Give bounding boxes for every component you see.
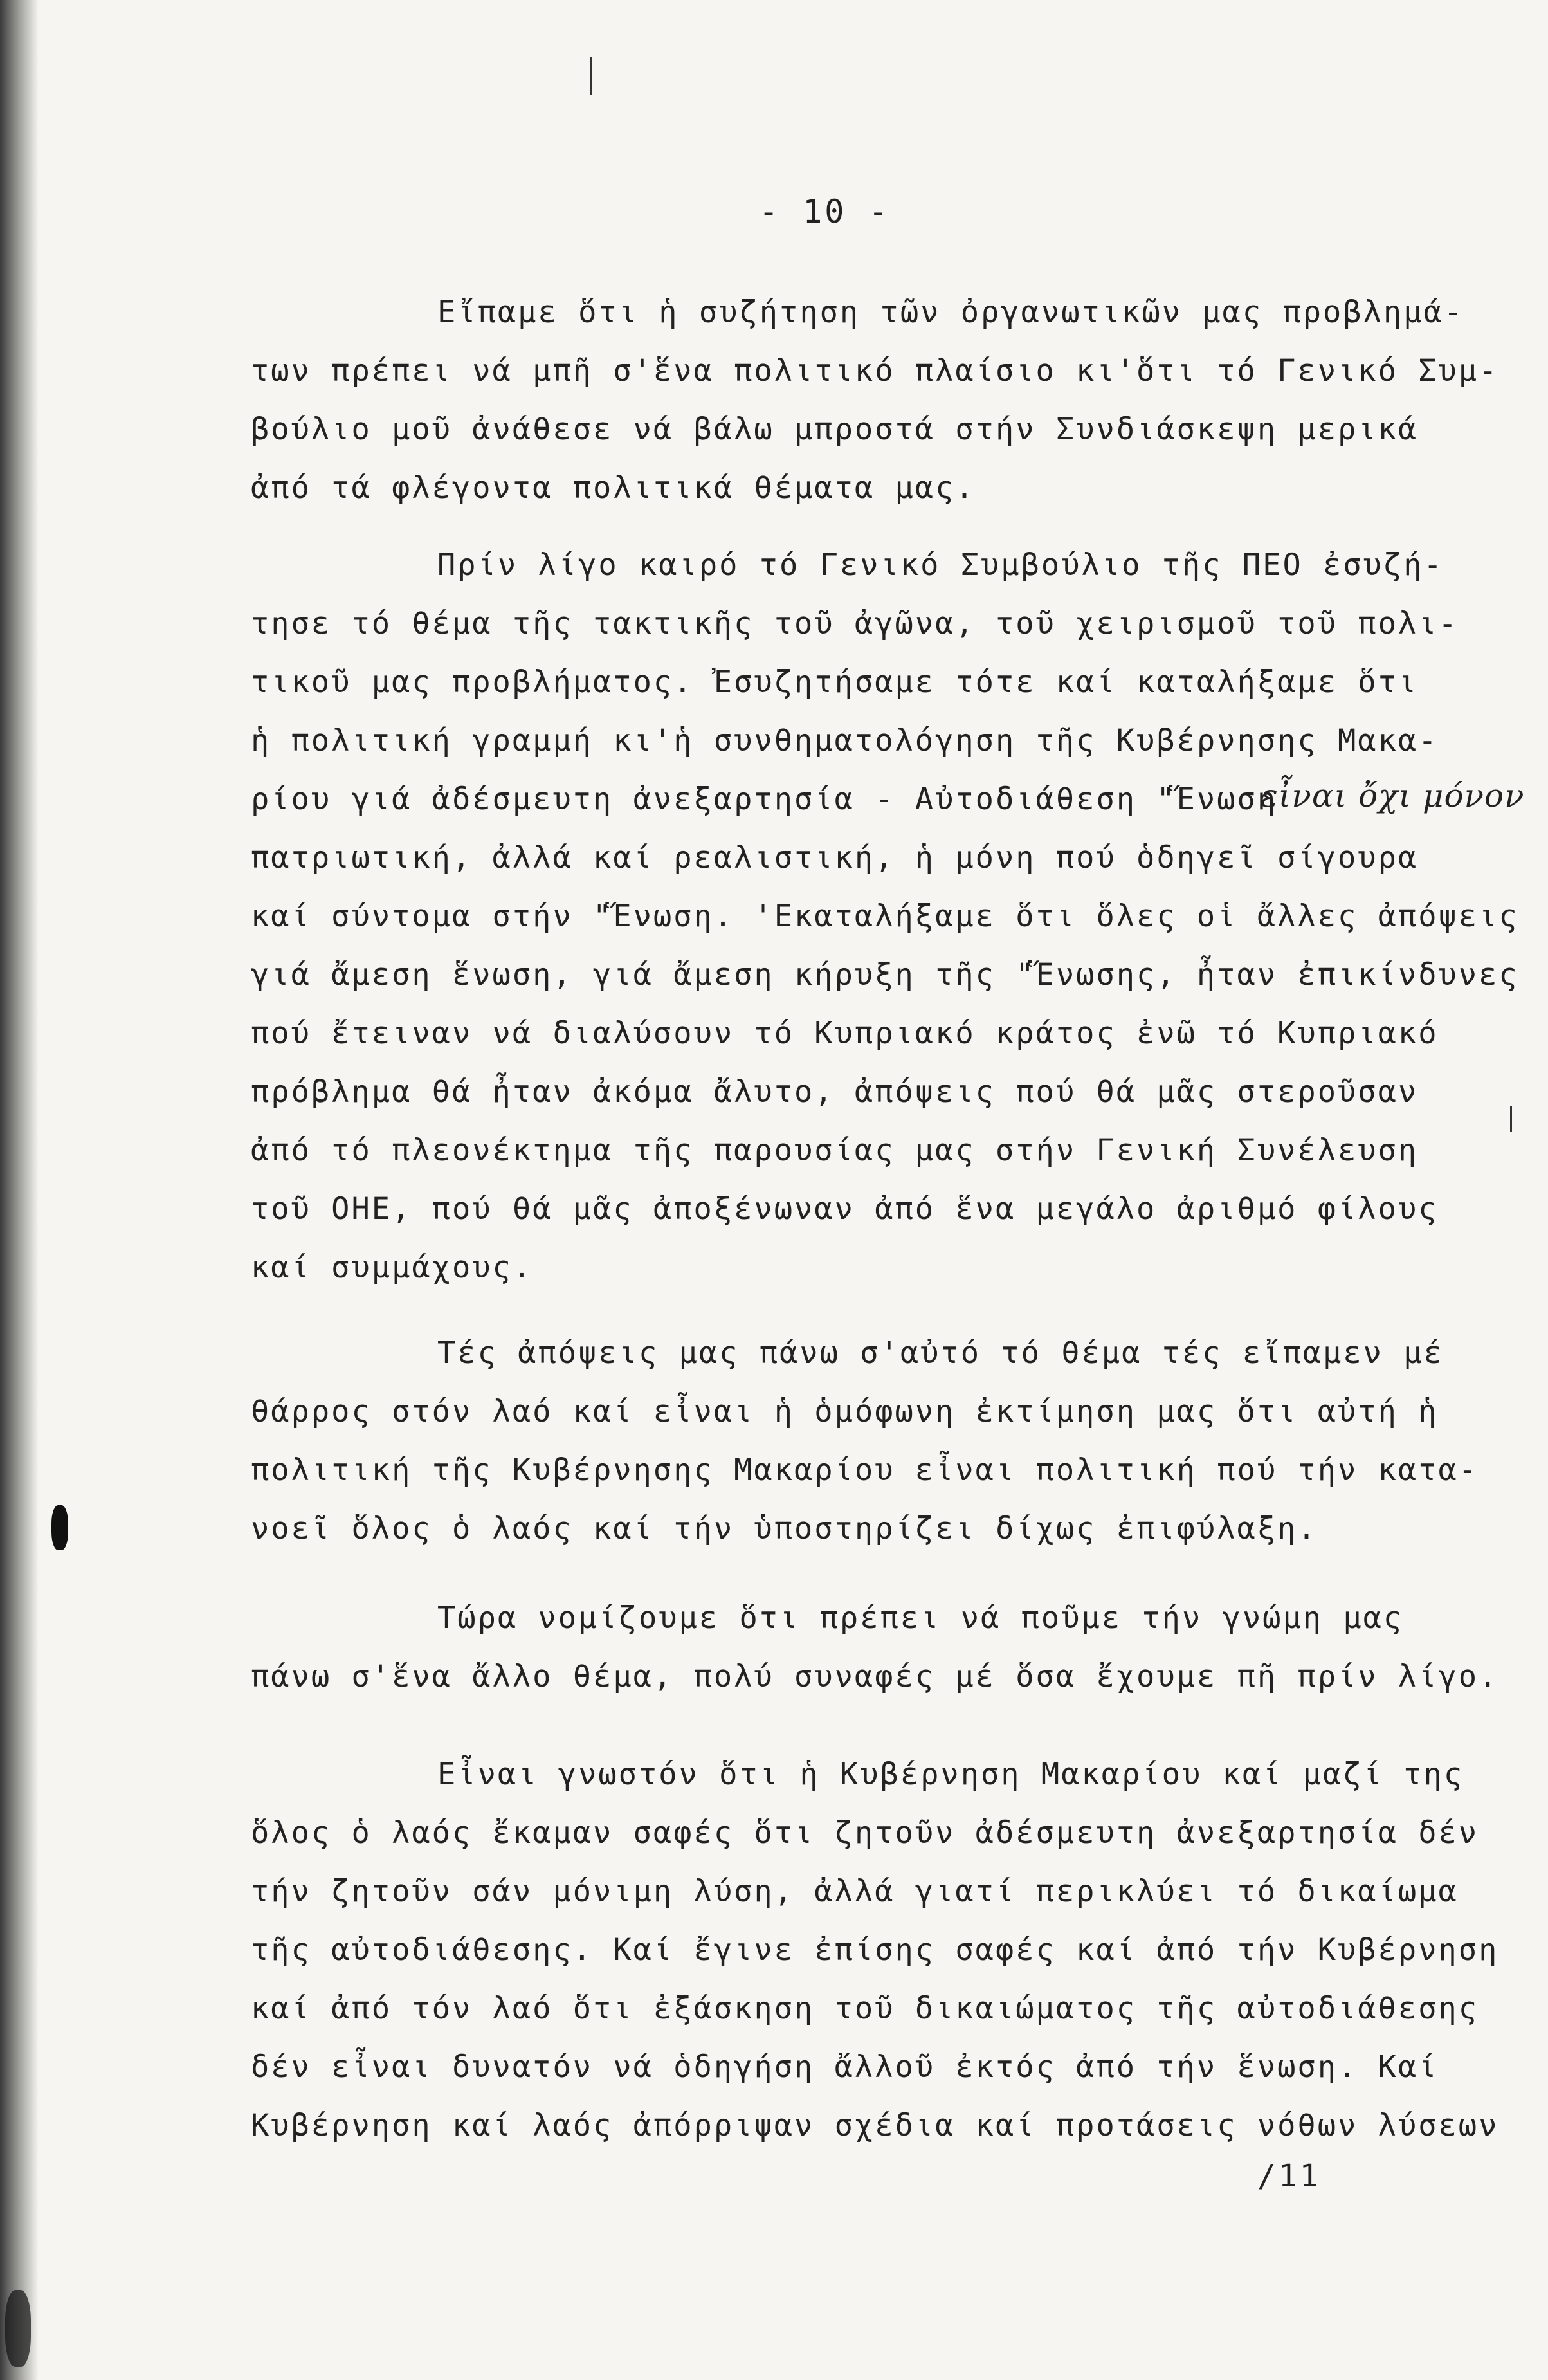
text-line: ἀπό τά φλέγοντα πολιτικά θέματα μας. bbox=[251, 470, 976, 506]
text-line: ὅλος ὁ λαός ἔκαμαν σαφές ὅτι ζητοῦν ἀδέσμευτη ἀνεξαρτησία δέν bbox=[251, 1815, 1479, 1851]
continuation-marker: /11 bbox=[1257, 2158, 1321, 2194]
text-line: τησε τό θέμα τῆς τακτικῆς τοῦ ἀγῶνα, τοῦ χειρισμοῦ τοῦ πολι- bbox=[251, 606, 1459, 641]
text-line: τῆς αὐτοδιάθεσης. Καί ἔγινε ἐπίσης σαφές καί ἀπό τήν Κυβέρνηση bbox=[251, 1932, 1499, 1968]
page-number: - 10 - bbox=[759, 193, 891, 230]
text-line: πατριωτική, ἀλλά καί ρεαλιστική, ἡ μόνη πού ὁδηγεῖ σίγουρα bbox=[251, 840, 1419, 875]
text-line: πού ἔτειναν νά διαλύσουν τό Κυπριακό κράτος ἐνῶ τό Κυπριακό bbox=[251, 1016, 1439, 1051]
text-line: καί συμμάχους. bbox=[251, 1250, 533, 1285]
text-line: Εἴπαμε ὅτι ἡ συζήτηση τῶν ὀργανωτικῶν μας προβλημά- bbox=[437, 295, 1464, 330]
text-line: ἀπό τό πλεονέκτημα τῆς παρουσίας μας στήν Γενική Συνέλευση bbox=[251, 1133, 1419, 1168]
text-line: νοεῖ ὅλος ὁ λαός καί τήν ὑποστηρίζει δίχως ἐπιφύλαξη. bbox=[251, 1511, 1318, 1546]
text-line: θάρρος στόν λαό καί εἶναι ἡ ὁμόφωνη ἐκτίμηση μας ὅτι αὐτή ἡ bbox=[251, 1394, 1439, 1429]
text-line: Πρίν λίγο καιρό τό Γενικό Συμβούλιο τῆς ΠΕΟ ἐσυζή- bbox=[437, 547, 1444, 583]
text-line: δέν εἶναι δυνατόν νά ὁδηγήση ἄλλοῦ ἐκτός ἀπό τήν ἕνωση. Καί bbox=[251, 2049, 1439, 2085]
text-line: πολιτική τῆς Κυβέρνησης Μακαρίου εἶναι πολιτική πού τήν κατα- bbox=[251, 1452, 1479, 1488]
text-line: Κυβέρνηση καί λαός ἀπόρριψαν σχέδια καί προτάσεις νόθων λύσεων bbox=[251, 2108, 1499, 2143]
text-line: ἡ πολιτική γραμμή κι'ἡ συνθηματολόγηση τῆς Κυβέρνησης Μακα- bbox=[251, 723, 1439, 758]
text-line: ρίου γιά ἀδέσμευτη ἀνεξαρτησία - Αὐτοδιάθεση "Ἕνωση bbox=[251, 782, 1278, 817]
text-line: τήν ζητοῦν σάν μόνιμη λύση, ἀλλά γιατί περικλύει τό δικαίωμα bbox=[251, 1874, 1459, 1909]
text-line: τοῦ ΟΗΕ, πού θά μᾶς ἀποξένωναν ἀπό ἕνα μεγάλο ἀριθμό φίλους bbox=[251, 1191, 1439, 1227]
text-line: Τές ἀπόψεις μας πάνω σ'αὐτό τό θέμα τές εἴπαμεν μέ bbox=[437, 1335, 1444, 1371]
text-line: τικοῦ μας προβλήματος. Ἐσυζητήσαμε τότε καί καταλήξαμε ὅτι bbox=[251, 664, 1419, 700]
text-line: βούλιο μοῦ ἀνάθεσε νά βάλω μπροστά στήν Συνδιάσκεψη μερικά bbox=[251, 412, 1419, 447]
text-line: των πρέπει νά μπῆ σ'ἕνα πολιτικό πλαίσιο κι'ὅτι τό Γενικό Συμ- bbox=[251, 353, 1499, 389]
text-line: γιά ἄμεση ἕνωση, γιά ἄμεση κήρυξη τῆς "Ἕνωσης, ἦταν ἐπικίνδυνες bbox=[251, 957, 1519, 993]
text-line: Τώρα νομίζουμε ὅτι πρέπει νά ποῦμε τήν γνώμη μας bbox=[437, 1600, 1404, 1636]
text-line: πρόβλημα θά ἦταν ἀκόμα ἄλυτο, ἀπόψεις πού θά μᾶς στεροῦσαν bbox=[251, 1074, 1419, 1110]
text-line: καί ἀπό τόν λαό ὅτι ἐξάσκηση τοῦ δικαιώματος τῆς αὐτοδιάθεσης bbox=[251, 1991, 1479, 2026]
text-line: καί σύντομα στήν "Ἕνωση. 'Εκαταλήξαμε ὅτι ὅλες οἱ ἄλλες ἀπόψεις bbox=[251, 899, 1519, 934]
handwritten-insert: εἶναι ὄχι μόνον bbox=[1261, 777, 1525, 814]
text-line: πάνω σ'ἕνα ἄλλο θέμα, πολύ συναφές μέ ὅσα ἔχουμε πῆ πρίν λίγο. bbox=[251, 1659, 1499, 1694]
text-line: Εἶναι γνωστόν ὅτι ἡ Κυβέρνηση Μακαρίου καί μαζί της bbox=[437, 1757, 1464, 1792]
